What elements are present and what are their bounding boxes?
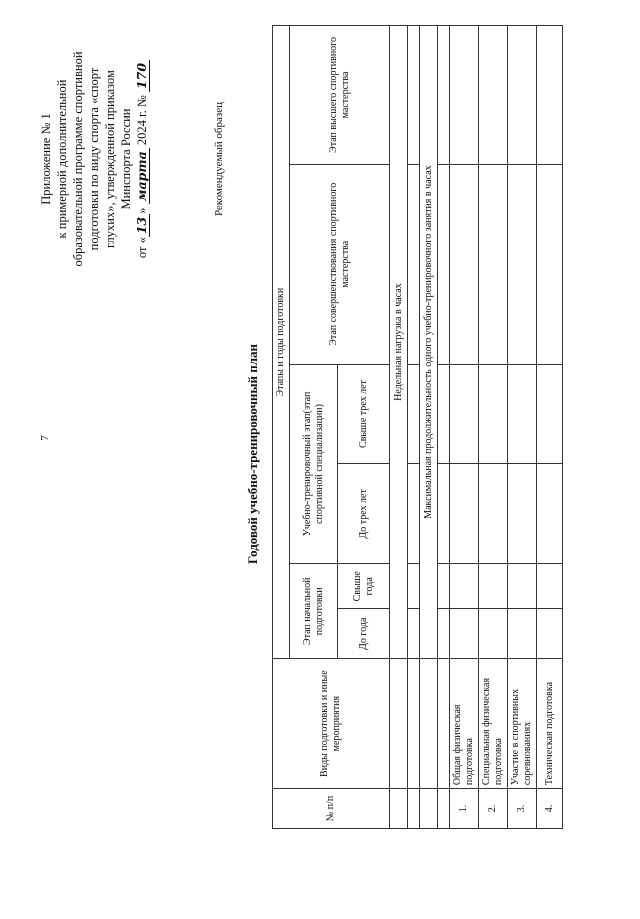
date-day-handwritten: 13 (134, 214, 150, 237)
empty-cell (438, 609, 450, 659)
col-header-number: № п/п (273, 789, 390, 829)
empty-cell (420, 659, 438, 789)
row-label: Участие в спортивных соревнованиях (508, 659, 537, 789)
empty-cell (450, 609, 479, 659)
sample-label: Рекомендуемый образец (213, 101, 225, 217)
empty-cell (537, 564, 563, 609)
empty-cell (508, 26, 537, 165)
sub-header-up-to-three: До трех лет (338, 464, 390, 564)
empty-cell (438, 164, 450, 364)
date-month-handwritten: марта (134, 148, 150, 204)
stage-higher-header: Этап высшего спортивного мастерства (290, 26, 390, 165)
row-number: 4. (537, 789, 563, 829)
empty-cell (390, 789, 408, 829)
date-prefix: от « (135, 237, 149, 259)
weekly-load-row: Недельная нагрузка в часах (390, 26, 408, 659)
date-mid: » (135, 207, 149, 214)
empty-cell (408, 789, 420, 829)
row-label: Техническая подготовка (537, 659, 563, 789)
empty-cell (508, 609, 537, 659)
document-title: Годовой учебно-тренировочный план (245, 343, 260, 565)
row-number: 2. (479, 789, 508, 829)
empty-cell (408, 364, 420, 464)
empty-cell (450, 164, 479, 364)
empty-cell (450, 26, 479, 165)
order-number-handwritten: 170 (134, 60, 150, 92)
appendix-line: подготовки по виду спорта «спорт (87, 67, 101, 251)
training-plan-table (272, 25, 563, 829)
empty-cell (408, 464, 420, 564)
row-number: 3. (508, 789, 537, 829)
appendix-line: Минспорта России (119, 108, 133, 210)
appendix-block (38, 49, 150, 269)
max-duration-row: Максимальная продолжительность одного учебно-тренировочного занятия в часах (420, 26, 438, 659)
empty-cell (408, 659, 420, 789)
stage-training-header: Учебно-тренировочный этап(этап спортивной специализации) (290, 364, 338, 564)
empty-cell (479, 564, 508, 609)
empty-cell (390, 659, 408, 789)
empty-cell (450, 464, 479, 564)
table-row (479, 26, 508, 829)
date-year: 2024 г. № (135, 95, 149, 146)
row-label: Общая физическая подготовка (450, 659, 479, 789)
col-header-types: Виды подготовки и иные мероприятия (273, 659, 390, 789)
empty-cell (408, 164, 420, 364)
empty-cell (438, 464, 450, 564)
stages-header: Этапы и годы подготовки (273, 26, 290, 659)
stage-improvement-header: Этап совершенствования спортивного мастерства (290, 164, 390, 364)
empty-cell (508, 464, 537, 564)
empty-cell (537, 464, 563, 564)
row-number: 1. (450, 789, 479, 829)
order-date-line (134, 49, 150, 269)
empty-cell (479, 364, 508, 464)
table-row (450, 26, 479, 829)
empty-cell (508, 564, 537, 609)
empty-cell (479, 26, 508, 165)
empty-cell (408, 609, 420, 659)
empty-cell (508, 164, 537, 364)
empty-cell (438, 26, 450, 165)
empty-cell (438, 364, 450, 464)
empty-cell (537, 609, 563, 659)
empty-cell (479, 609, 508, 659)
empty-cell (450, 564, 479, 609)
empty-cell (508, 364, 537, 464)
empty-cell (479, 464, 508, 564)
sub-header-up-to-year: До года (338, 609, 390, 659)
appendix-title: Приложение № 1 (39, 113, 53, 205)
empty-cell (408, 26, 420, 165)
appendix-line: к примерной дополнительной (55, 79, 69, 239)
row-label: Специальная физическая подготовка (479, 659, 508, 789)
empty-cell (438, 564, 450, 609)
appendix-line: образовательной программе спортивной (71, 51, 85, 267)
empty-cell (450, 364, 479, 464)
empty-cell (438, 789, 450, 829)
stage-initial-header: Этап начальной подготовки (290, 564, 338, 659)
empty-cell (479, 164, 508, 364)
table-row (537, 26, 563, 829)
empty-cell (537, 364, 563, 464)
empty-cell (408, 564, 420, 609)
sub-header-over-year: Свыше года (338, 564, 390, 609)
sub-header-over-three: Свыше трех лет (338, 364, 390, 464)
empty-cell (420, 789, 438, 829)
empty-cell (438, 659, 450, 789)
page-number: 7 (38, 435, 51, 441)
empty-cell (537, 164, 563, 364)
appendix-line: глухих», утвержденной приказом (103, 70, 117, 248)
empty-cell (537, 26, 563, 165)
table-row (508, 26, 537, 829)
